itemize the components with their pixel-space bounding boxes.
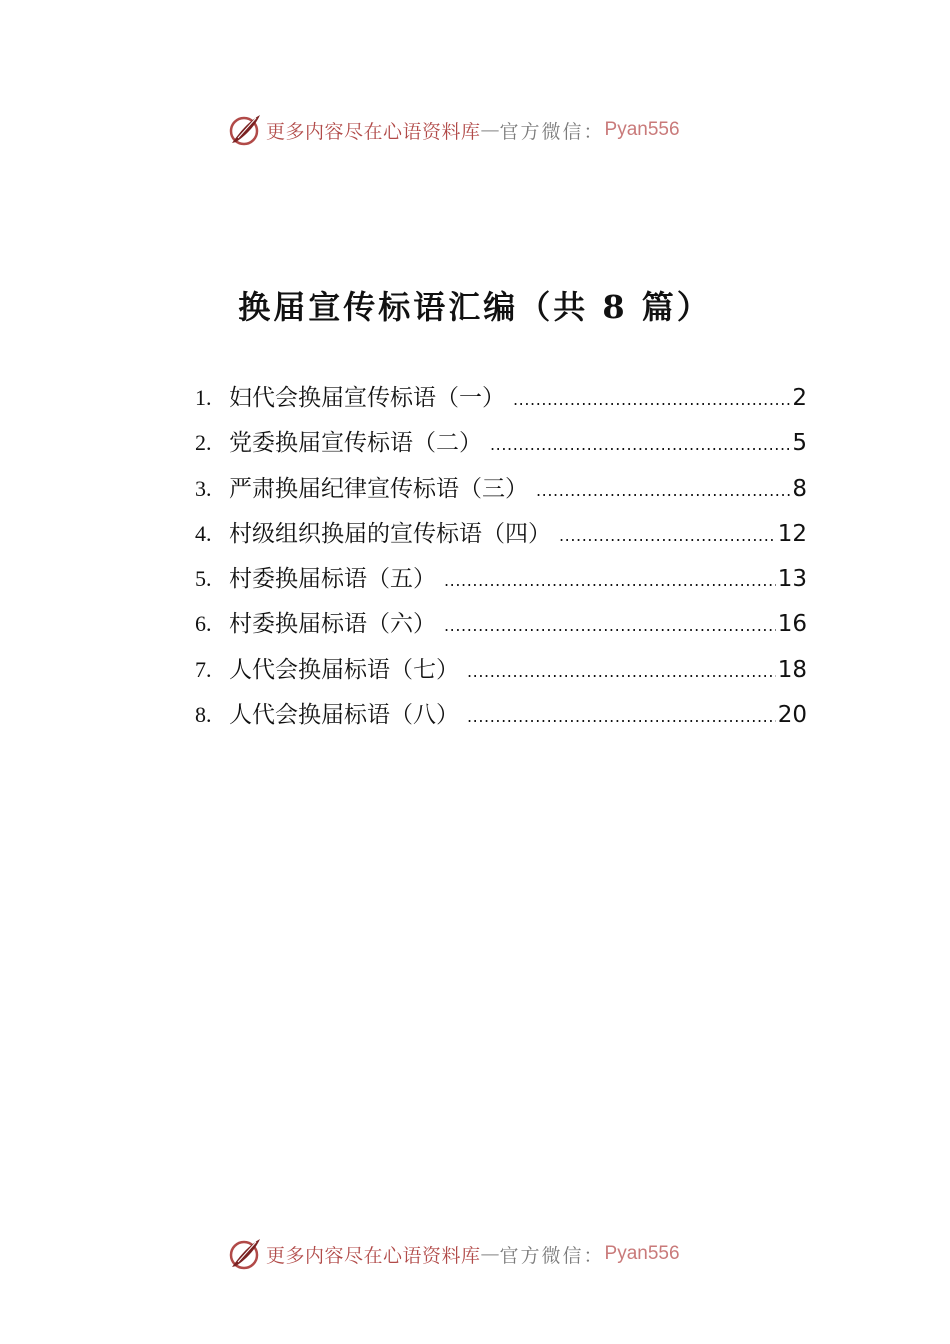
- header-promo-text: 更多内容尽在心语资料库: [266, 120, 481, 143]
- footer-dash: —: [480, 1243, 500, 1265]
- footer-promo-text: 更多内容尽在心语资料库: [266, 1244, 481, 1267]
- toc-item-label: 村委换届标语（六）: [229, 611, 436, 638]
- toc-item-page: 12: [777, 520, 807, 547]
- toc-dot-leader: [444, 571, 776, 590]
- toc-item-3[interactable]: [195, 470, 807, 515]
- toc-item-label: 妇代会换届宣传标语（一）: [229, 385, 505, 411]
- toc-item-page: 18: [777, 656, 807, 683]
- toc-item-label: 村委换届标语（五）: [229, 566, 436, 593]
- header-dash: —: [480, 119, 500, 141]
- toc-item-number: 7.: [195, 656, 212, 682]
- toc-item-6[interactable]: [195, 605, 807, 650]
- toc-item-page: 20: [777, 702, 807, 729]
- toc-item-8[interactable]: [195, 696, 807, 741]
- toc-dot-leader: [513, 390, 790, 409]
- toc-item-label: 村级组织换届的宣传标语（四）: [229, 520, 551, 547]
- footer-account-id: Pyan556: [604, 1243, 680, 1264]
- toc-item-5[interactable]: [195, 560, 807, 605]
- toc-item-number: 6.: [195, 611, 212, 637]
- toc-item-number: 2.: [195, 430, 212, 456]
- toc-item-page: 2: [792, 385, 807, 411]
- toc-dot-leader: [467, 662, 776, 681]
- toc-item-number: 8.: [195, 702, 212, 728]
- toc-item-number: 1.: [195, 385, 212, 410]
- toc-item-number: 4.: [195, 520, 212, 546]
- toc-item-4[interactable]: [195, 515, 807, 560]
- header-account-id: Pyan556: [604, 119, 680, 140]
- toc-dot-leader: [559, 526, 776, 545]
- header-watermark: [226, 112, 680, 148]
- footer-official-label: 官方微信：: [499, 1244, 605, 1267]
- toc-item-2[interactable]: [195, 424, 807, 469]
- toc-dot-leader: [444, 616, 776, 635]
- toc-item-7[interactable]: [195, 651, 807, 696]
- toc-item-page: 16: [777, 611, 807, 638]
- toc-item-page: 13: [777, 566, 807, 593]
- quill-pen-logo-icon: [226, 112, 262, 148]
- toc-item-1[interactable]: [195, 379, 807, 424]
- toc-item-number: 5.: [195, 566, 212, 592]
- toc-item-number: 3.: [195, 475, 212, 501]
- toc-dot-leader: [467, 707, 776, 726]
- toc-item-label: 严肃换届纪律宣传标语（三）: [229, 475, 528, 502]
- toc-item-page: 5: [792, 430, 807, 457]
- footer-watermark: [226, 1236, 680, 1272]
- quill-pen-logo-icon: [226, 1236, 262, 1272]
- document-title: 换届宣传标语汇编（共 8 篇）: [238, 288, 712, 326]
- toc-item-label: 人代会换届标语（七）: [229, 656, 459, 683]
- table-of-contents: [195, 379, 807, 741]
- toc-dot-leader: [490, 435, 790, 454]
- header-official-label: 官方微信：: [499, 120, 605, 143]
- toc-dot-leader: [536, 481, 790, 500]
- toc-item-label: 党委换届宣传标语（二）: [229, 430, 482, 457]
- toc-item-label: 人代会换届标语（八）: [229, 702, 459, 729]
- toc-item-page: 8: [792, 475, 807, 502]
